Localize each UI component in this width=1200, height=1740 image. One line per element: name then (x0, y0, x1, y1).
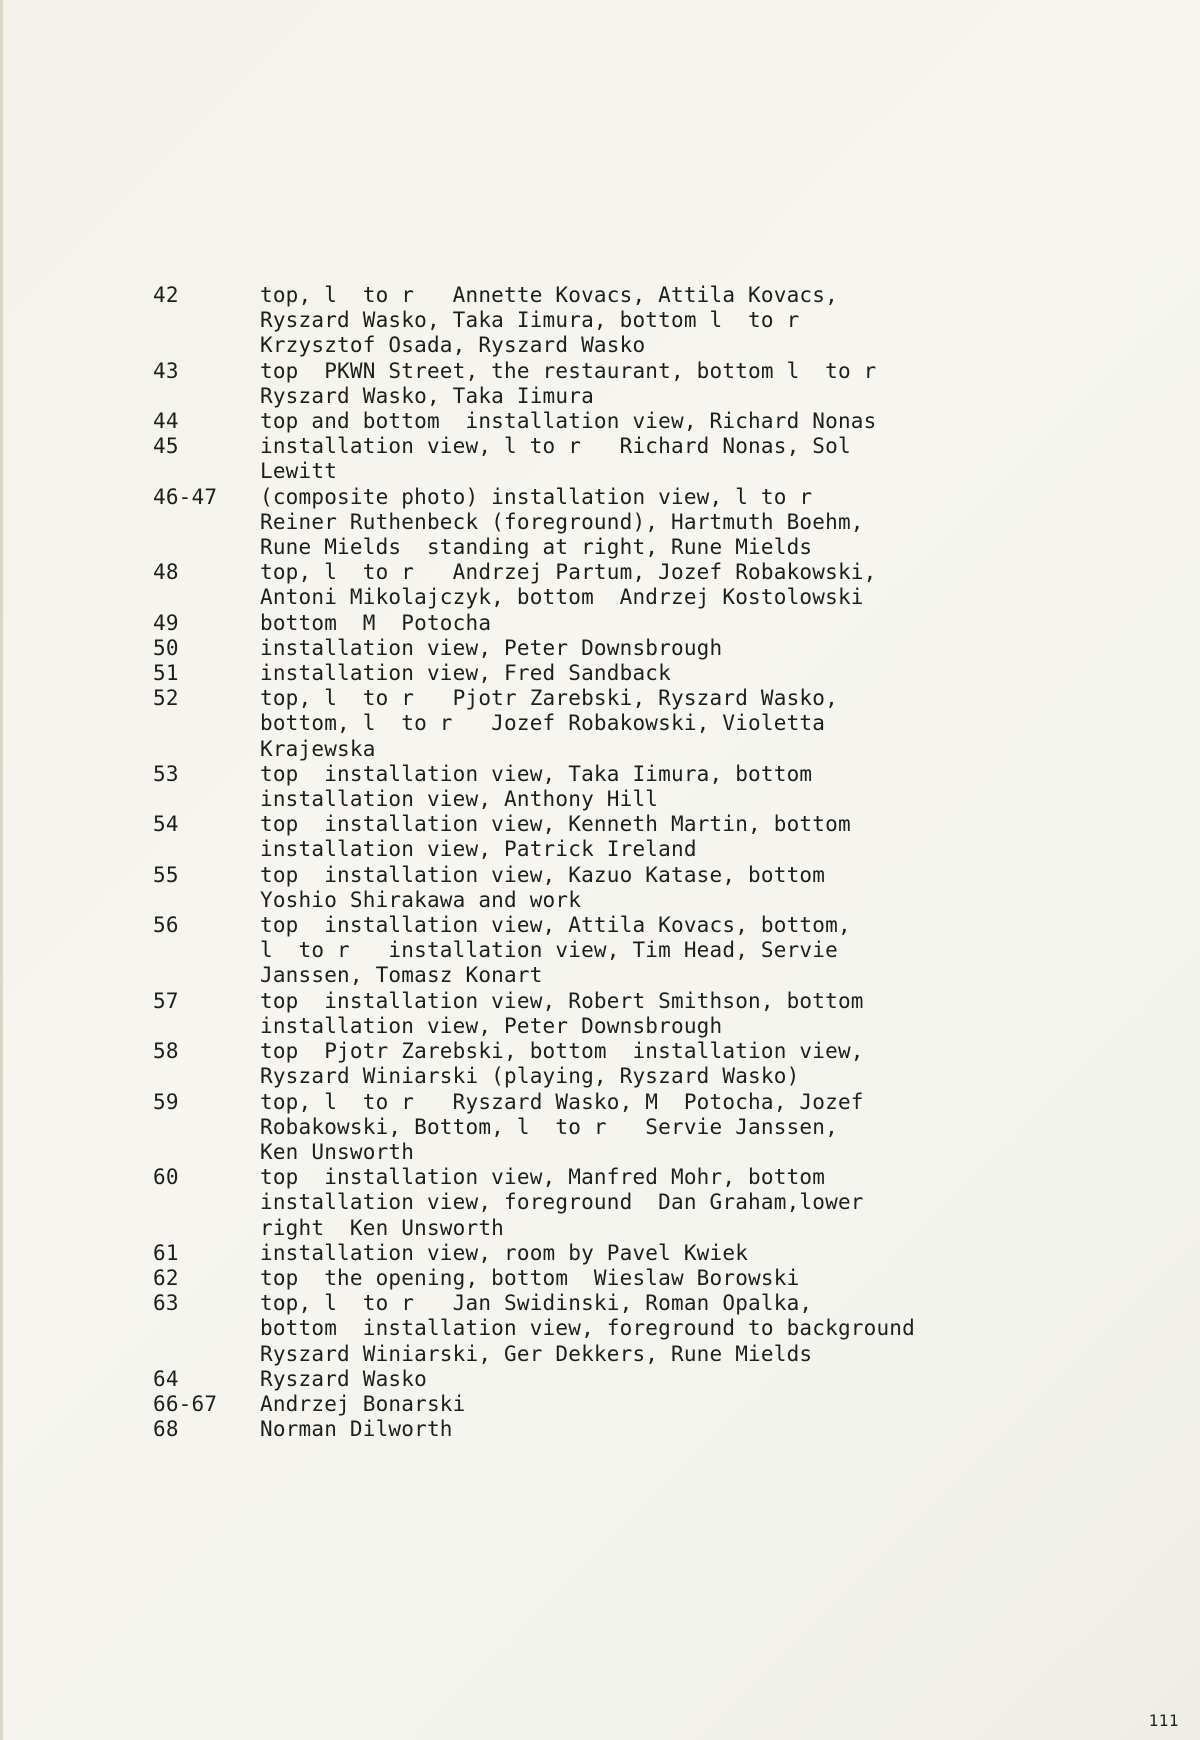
caption-text (260, 359, 1053, 409)
caption-entry (153, 1392, 1053, 1417)
caption-entry (153, 1417, 1053, 1442)
caption-text (260, 762, 1053, 812)
caption-text (260, 812, 1053, 862)
caption-entry (153, 1291, 1053, 1367)
plate-number: 50 (153, 635, 179, 660)
caption-text (260, 485, 1053, 561)
caption-entry (153, 989, 1053, 1039)
caption-line: top the opening, bottom Wieslaw Borowski (260, 1265, 800, 1290)
caption-line: Lewitt (260, 459, 338, 484)
plate-number: 66-67 (153, 1391, 218, 1416)
caption-line: Krzysztof Osada, Ryszard Wasko (260, 333, 646, 358)
caption-line: installation view, room by Pavel Kwiek (260, 1240, 749, 1265)
caption-line: installation view, Peter Downsbrough (260, 1013, 723, 1038)
caption-line: top installation view, Taka Iimura, bottom (260, 761, 813, 786)
plate-number: 51 (153, 661, 179, 686)
plate-number: 48 (153, 560, 179, 585)
caption-line: top, l to r Andrzej Partum, Jozef Robakowski, (260, 560, 877, 585)
caption-line: bottom, l to r Jozef Robakowski, Violetta (260, 711, 826, 736)
caption-text (260, 611, 1053, 636)
caption-text (260, 1367, 1053, 1392)
photo-captions-list (153, 283, 1053, 1442)
caption-line: top installation view, Kenneth Martin, bottom (260, 812, 851, 837)
caption-text (260, 636, 1053, 661)
plate-number: 42 (153, 283, 179, 307)
page-number: 111 (1148, 1711, 1179, 1730)
page-edge (0, 0, 3, 1740)
caption-text (260, 863, 1053, 913)
caption-line: bottom installation view, foreground to background (260, 1316, 915, 1341)
caption-text (260, 1241, 1053, 1266)
plate-number: 59 (153, 1089, 179, 1114)
caption-entry (153, 283, 1053, 359)
caption-line: installation view, Patrick Ireland (260, 837, 697, 862)
caption-entry (153, 434, 1053, 484)
caption-text (260, 1266, 1053, 1291)
caption-text (260, 686, 1053, 762)
caption-line: installation view, l to r Richard Nonas, Sol (260, 434, 851, 459)
plate-number: 60 (153, 1165, 179, 1190)
caption-line: Andrzej Bonarski (260, 1391, 466, 1416)
plate-number: 53 (153, 761, 179, 786)
plate-number: 46-47 (153, 484, 218, 509)
caption-text (260, 913, 1053, 989)
caption-line: Yoshio Shirakawa and work (260, 887, 582, 912)
caption-entry (153, 661, 1053, 686)
plate-number: 68 (153, 1417, 179, 1442)
caption-line: installation view, foreground Dan Graham,lower (260, 1190, 864, 1215)
plate-number: 44 (153, 409, 179, 434)
caption-line: Ryszard Wasko (260, 1366, 427, 1391)
caption-text (260, 1090, 1053, 1166)
caption-entry (153, 1266, 1053, 1291)
caption-text (260, 283, 1053, 359)
caption-text (260, 1039, 1053, 1089)
plate-number: 45 (153, 434, 179, 459)
caption-entry (153, 1241, 1053, 1266)
caption-entry (153, 485, 1053, 561)
plate-number: 58 (153, 1039, 179, 1064)
caption-line: top installation view, Robert Smithson, bottom (260, 988, 864, 1013)
plate-number: 54 (153, 812, 179, 837)
caption-text (260, 1291, 1053, 1367)
caption-line: installation view, Anthony Hill (260, 787, 659, 812)
caption-line: top installation view, Attila Kovacs, bottom, (260, 913, 851, 938)
caption-line: Ryszard Winiarski, Ger Dekkers, Rune Mields (260, 1341, 813, 1366)
caption-line: Ryszard Wasko, Taka Iimura, bottom l to r (260, 308, 800, 333)
caption-text (260, 1417, 1053, 1442)
caption-entry (153, 812, 1053, 862)
plate-number: 52 (153, 686, 179, 711)
plate-number: 43 (153, 358, 179, 383)
caption-text (260, 661, 1053, 686)
caption-line: installation view, Fred Sandback (260, 661, 671, 686)
caption-entry (153, 1090, 1053, 1166)
plate-number: 56 (153, 913, 179, 938)
caption-line: top installation view, Kazuo Katase, bottom (260, 862, 826, 887)
plate-number: 63 (153, 1291, 179, 1316)
caption-entry (153, 863, 1053, 913)
caption-line: Robakowski, Bottom, l to r Servie Janssen, (260, 1114, 838, 1139)
caption-line: (composite photo) installation view, l to r (260, 484, 813, 509)
caption-line: top Pjotr Zarebski, bottom installation view, (260, 1039, 864, 1064)
plate-number: 57 (153, 988, 179, 1013)
caption-line: Ken Unsworth (260, 1139, 415, 1164)
caption-text (260, 1392, 1053, 1417)
caption-entry (153, 636, 1053, 661)
caption-line: top PKWN Street, the restaurant, bottom l to r (260, 358, 877, 383)
caption-line: right Ken Unsworth (260, 1215, 505, 1240)
caption-entry (153, 913, 1053, 989)
plate-number: 55 (153, 862, 179, 887)
caption-line: top and bottom installation view, Richard Nonas (260, 409, 877, 434)
caption-text (260, 409, 1053, 434)
caption-line: Janssen, Tomasz Konart (260, 963, 543, 988)
caption-line: Ryszard Winiarski (playing, Ryszard Wasko) (260, 1064, 800, 1089)
caption-line: Norman Dilworth (260, 1417, 453, 1442)
caption-line: top, l to r Jan Swidinski, Roman Opalka, (260, 1291, 813, 1316)
plate-number: 62 (153, 1265, 179, 1290)
caption-entry (153, 611, 1053, 636)
caption-entry (153, 359, 1053, 409)
caption-text (260, 989, 1053, 1039)
caption-line: Rune Mields standing at right, Rune Mields (260, 535, 813, 560)
caption-line: bottom M Potocha (260, 610, 492, 635)
caption-text (260, 560, 1053, 610)
caption-entry (153, 686, 1053, 762)
caption-line: Ryszard Wasko, Taka Iimura (260, 383, 594, 408)
caption-text (260, 434, 1053, 484)
caption-line: Antoni Mikolajczyk, bottom Andrzej Kostolowski (260, 585, 864, 610)
caption-entry (153, 1039, 1053, 1089)
caption-line: l to r installation view, Tim Head, Servie (260, 938, 838, 963)
plate-number: 64 (153, 1366, 179, 1391)
plate-number: 61 (153, 1240, 179, 1265)
caption-line: installation view, Peter Downsbrough (260, 635, 723, 660)
caption-entry (153, 560, 1053, 610)
caption-entry (153, 1165, 1053, 1241)
caption-line: top, l to r Annette Kovacs, Attila Kovacs, (260, 283, 838, 307)
caption-text (260, 1165, 1053, 1241)
caption-line: Krajewska (260, 736, 376, 761)
caption-entry (153, 409, 1053, 434)
caption-line: top, l to r Pjotr Zarebski, Ryszard Wasko, (260, 686, 838, 711)
caption-line: top, l to r Ryszard Wasko, M Potocha, Jozef (260, 1089, 864, 1114)
caption-line: top installation view, Manfred Mohr, bottom (260, 1165, 826, 1190)
caption-entry (153, 1367, 1053, 1392)
caption-entry (153, 762, 1053, 812)
caption-line: Reiner Ruthenbeck (foreground), Hartmuth Boehm, (260, 509, 864, 534)
plate-number: 49 (153, 610, 179, 635)
